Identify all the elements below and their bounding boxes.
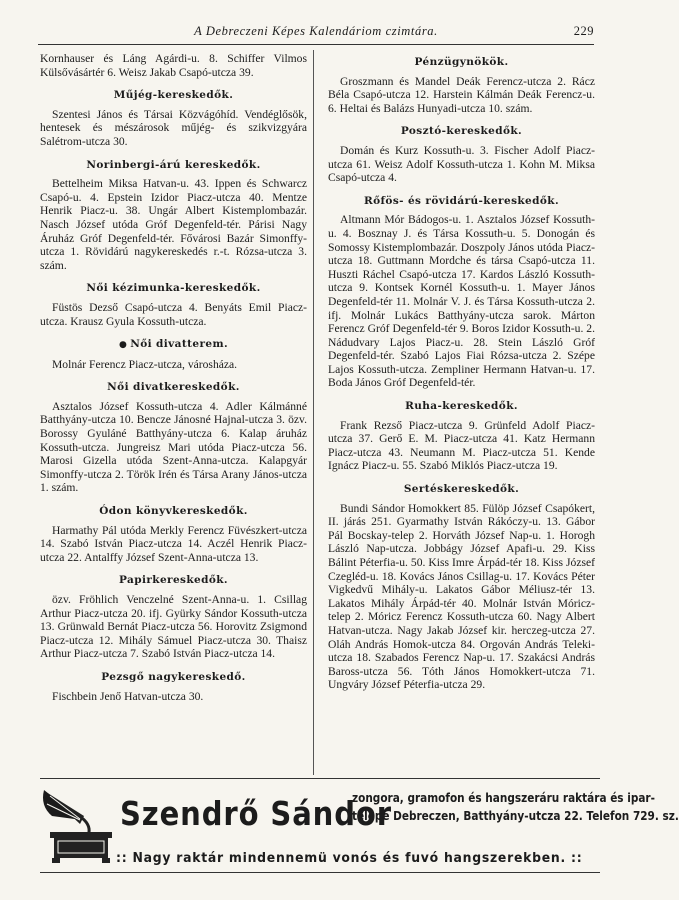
section-body: Altmann Mór Bádogos-u. 1. Asztalos József Kossuth-u. 4. Bosznay J. és Társa Kossuth-u. 5. Donogán és Somossy Kistemplombazár. Doszpoly János utóda Piacz-utcza 18. Guttmann Mordche és társa Csapó-utcza 11. Huszti Ráchel Csapó-utcza 17. Kardos László Kossuth-utcza 9. Kontsek Kornél Kossuth-u. 1. Mayer János Degenfeld-tér 11. Molnár V. J. és Társa Kossuth-utcza 2. ifj. Molnár Lukács Batthyány-utcza sarok. Márton Ferencz Gróf Degenfeld-tér 9. Boros Izidor Kossuth-u. 2. Nádudvary Lajos Piacz-u. 28. Stein László Gróf Degenfeld-tér. Szabó Lajos Fiai Rózsa-utcza 2. Szépe Lajos Kossuth-utcza. Zempliner Hermann Hatvan-u. 17. Boda János Gróf Degenfeld-tér. [328, 213, 595, 390]
advertiser-info-line-2: telepe Debreczen, Batthyány-utcza 22. Telefon 729. sz. [352, 808, 679, 823]
advertiser-name: Szendrő Sándor [120, 794, 392, 833]
section-heading: Műjég-kereskedők. [113, 89, 234, 102]
page-number: 229 [573, 24, 594, 38]
section-serteskereskedok [328, 483, 595, 692]
advertiser-info-line-1: zongora, gramofon és hangszeráru raktára és ipar- [352, 790, 655, 805]
section-body: Füstös Dezső Csapó-utcza 4. Benyáts Emil Piacz-utcza. Krausz Gyula Kossuth-utcza. [40, 300, 307, 328]
advertiser-slogan: :: Nagy raktár mindennemü vonós és fuvó hangszerekben. :: [116, 850, 583, 866]
section-heading: Ruha-kereskedők. [405, 400, 518, 413]
section-body: Fischbein Jenő Hatvan-utcza 30. [52, 689, 204, 703]
section-ruha [328, 400, 595, 473]
section-body: Asztalos József Kossuth-utcza 4. Adler Kálmánné Batthyány-utcza 10. Bencze Jánosné Hajnal-utcza 3. özv. Borossy Gyuláné Batthyány-utcza 6. Kalap áruház Kossuth-utcza. Jungreisz Mari utóda Piacz-utcza 56. Marosi Gizella utóda Szent-Anna-utcza. Kalapgyár Simonffy-utcza 2. Török Irén és Társa Arany János-utcza 1. szám. [40, 399, 307, 495]
intro-text: Kornhauser és Láng Agárdi-u. 8. Schiffer Vilmos Külsővásártér 6. Weisz Jakab Csapó-utcza 39. [40, 52, 307, 79]
right-column [328, 52, 595, 692]
intro-entries [40, 52, 307, 79]
section-mujeg [40, 89, 307, 148]
section-heading: Ódon könyvkereskedők. [99, 505, 248, 518]
section-body: Domán és Kurz Kossuth-u. 3. Fischer Adolf Piacz-utcza 61. Weisz Adolf Kossuth-utcza 1. Kohn M. Miksa Csapó-utcza 4. [328, 143, 595, 185]
section-body: Bettelheim Miksa Hatvan-u. 43. Ippen és Schwarcz Csapó-u. 4. Epstein Izidor Piacz-utcza 40. Mentze Henrik Piacz-u. 38. Ungár Albert Kistemplombazár. Nasch József utóda Gróf Degenfeld-tér. Párisi Nagy Áruház Gróf Degenfeld-tér. Fővárosi Bazár Simonffy-utcza 1. Rövidárú nagykereskedés r.-t. Rózsa-utcza 3. szám. [40, 177, 307, 272]
ad-rule-top [40, 778, 600, 779]
section-body: Harmathy Pál utóda Merkly Ferencz Füvészkert-utcza 14. Szabó István Piacz-utcza 14. Aczél Henrik Piacz-utcza 22. Antalffy József Szent-Anna-utcza 13. [40, 523, 307, 564]
left-column [40, 52, 307, 703]
section-body: Bundi Sándor Homokkert 85. Fülöp József Csapókert, II. járás 251. Gyarmathy István Rákóczy-u. 13. Gábor Pál Bocskay-telep 2. Horváth József Nap-u. 1. Horogh László Nap-utcza. Jobbágy József Apafi-u. 29. Kiss Bálint Péterfia-u. 50. Kiss Imre Árpád-tér 18. Kiss József Czegléd-u. 18. Kovács János Csillag-u. 17. Kovács Péter Vigkedvű Mihály-u. Lakatos Gábor Méliusz-tér 13. Lakatos Mihály Árpád-tér 40. Molnár István Móricz-telep 2. Móricz Ferencz Kossuth-utcza 60. Nagy Albert Hatvan-utcza. Nagy Jakab József kir. herczeg-utcza 27. Oláh András Homok-utcza 84. Orgován András Teleki-utcza 18. Szabados Ferencz Nap-u. 17. Szakácsi András Baross-utcza 56. Tóth János Homokkert-utcza 71. Ungváry József Péterfia-utcza 29. [328, 501, 595, 692]
header-rule [38, 44, 594, 45]
section-heading: Norinbergi-árú kereskedők. [86, 158, 261, 171]
section-body: Szentesi János és Társai Közvágóhíd. Vendéglősök, hentesek és mészárosok műjég- és szikvizgyára Salétrom-utcza 30. [40, 107, 307, 148]
column-divider [313, 50, 314, 775]
section-pezsgo [40, 671, 307, 703]
section-poszto [328, 125, 595, 184]
section-noi-divatkereskedok [40, 381, 307, 495]
section-heading: Posztó-kereskedők. [400, 125, 523, 138]
section-heading: Pezsgő nagykereskedő. [101, 670, 246, 683]
section-heading: Papirkereskedők. [119, 574, 228, 587]
section-heading: Sertéskereskedők. [403, 483, 520, 496]
section-odon-konyv [40, 505, 307, 564]
section-body: özv. Fröhlich Venczelné Szent-Anna-u. 1. Csillag Arthur Piacz-utcza 20. ifj. Gyürky Sándor Kossuth-utcza 13. Grünwald Bernát Piacz-utcza 56. Horovitz Zsigmond Piacz-utcza 12. Mihály Sámuel Piacz-utcza 30. Thaisz Arthur Piacz-utcza 7. Szabó István Piacz-utcza 14. [40, 593, 307, 661]
section-body: Frank Rezső Piacz-utcza 9. Grünfeld Adolf Piacz-utcza 37. Gerő E. M. Piacz-utcza 41. Katz Hermann Piacz-utcza 43. Neumann M. Piacz-utcza 51. Kende Ignácz Piacz-u. 55. Szabó Miklós Piacz-utcza 19. [328, 418, 595, 473]
section-rofos [328, 195, 595, 390]
advertiser-info [352, 789, 679, 825]
gramophone-icon [38, 786, 116, 866]
section-heading: Rőfös- és rövidárú-kereskedők. [363, 194, 560, 207]
running-header [38, 24, 594, 44]
section-heading: Pénzügynökök. [414, 56, 509, 68]
section-noi-kezimunka [40, 282, 307, 328]
bullet-icon: ● [118, 340, 128, 351]
section-penzugynokok [328, 56, 595, 115]
section-heading: Női divatkereskedők. [107, 381, 240, 394]
section-body: Molnár Ferencz Piacz-utcza, városháza. [52, 357, 238, 371]
section-heading-text: Női divatterem. [130, 338, 229, 351]
section-noi-divatterem [40, 338, 307, 371]
advertisement [30, 776, 679, 886]
section-heading [40, 338, 307, 353]
section-body: Groszmann és Mandel Deák Ferencz-utcza 2. Rácz Béla Csapó-utcza 12. Harstein Kálmán Deák Ferencz-u. 6. Heltai és Balázs Hunyadi-utcza 10. szám. [328, 74, 595, 115]
running-title: A Debreczeni Képes Kalendáriom czimtára. [194, 24, 438, 38]
ad-rule-bottom [40, 872, 600, 873]
section-norinbergi [40, 159, 307, 273]
section-heading: Női kézimunka-kereskedők. [86, 282, 261, 295]
section-papir [40, 574, 307, 661]
